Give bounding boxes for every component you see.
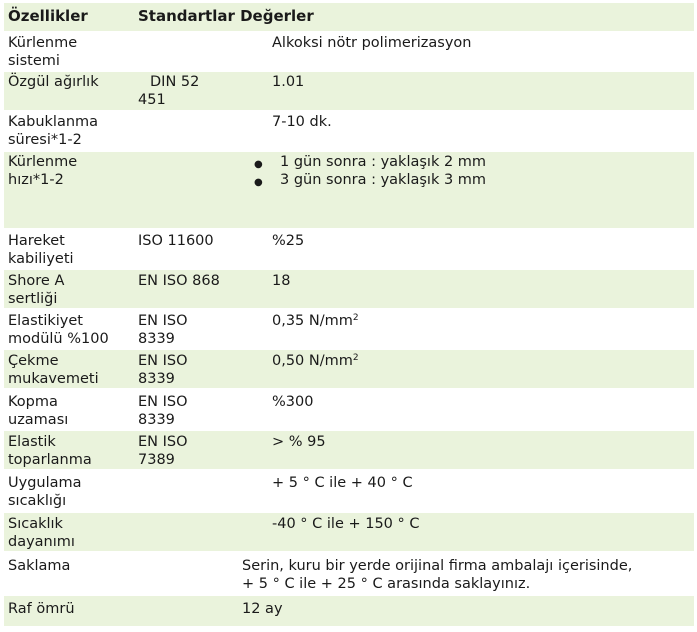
property-standard: EN ISO 868 — [138, 273, 220, 289]
table-row — [4, 112, 694, 150]
property-name: Shore A sertliği — [8, 273, 65, 307]
list-item: ● 1 gün sonra : yaklaşık 2 mm — [254, 153, 486, 171]
table-row — [4, 230, 694, 268]
table-row — [4, 555, 694, 593]
property-name: Sıcaklık dayanımı — [8, 516, 75, 550]
property-value: -40 ° C ile + 150 ° C — [272, 516, 420, 532]
property-standard: ISO 11600 — [138, 233, 214, 249]
table-header — [4, 3, 694, 31]
cure-rate-list — [254, 153, 486, 189]
header-standards-values: Standartlar Değerler — [138, 7, 314, 25]
property-name: Hareket kabiliyeti — [8, 233, 74, 267]
property-standard: EN ISO 8339 — [138, 394, 188, 428]
property-name: Saklama — [8, 558, 71, 574]
property-value: Alkoksi nötr polimerizasyon — [272, 35, 472, 51]
table-row — [4, 391, 694, 429]
property-value: + 5 ° C ile + 40 ° C — [272, 475, 413, 491]
property-value: 7-10 dk. — [272, 114, 332, 130]
table-row — [4, 431, 694, 469]
property-value: 18 — [272, 273, 291, 289]
property-name: Raf ömrü — [8, 601, 75, 617]
table-row — [4, 72, 694, 110]
property-value: 0,35 $N/mm^2$ — [272, 313, 359, 329]
table-row — [4, 270, 694, 308]
list-item: ● 3 gün sonra : yaklaşık 3 mm — [254, 171, 486, 189]
property-name: Çekme mukavemeti — [8, 353, 99, 387]
table-row — [4, 472, 694, 510]
property-name: Özgül ağırlık — [8, 74, 99, 90]
table-row — [4, 152, 694, 228]
property-value: Serin, kuru bir yerde orijinal firma ambalajı içerisinde, + 5 ° C ile + 25 ° C arasında saklayınız. — [242, 558, 633, 592]
property-standard: DIN 52 451 — [138, 74, 200, 108]
property-name: Kürlenme sistemi — [8, 35, 78, 69]
property-name: Kabuklanma süresi*1-2 — [8, 114, 99, 148]
property-standard: EN ISO 8339 — [138, 313, 188, 347]
property-name: Kopma uzaması — [8, 394, 69, 428]
table-row — [4, 33, 694, 71]
property-name: Uygulama sıcaklığı — [8, 475, 82, 509]
property-name: Elastikiyet modülü %100 — [8, 313, 109, 347]
bullet-icon: ● — [254, 159, 263, 170]
property-value: %25 — [272, 233, 305, 249]
property-value: 12 ay — [242, 601, 283, 617]
bullet-icon: ● — [254, 177, 263, 188]
table-row — [4, 513, 694, 551]
property-value: 1.01 — [272, 74, 305, 90]
property-value: %300 — [272, 394, 314, 410]
table-row — [4, 596, 694, 626]
property-value: 0,50 $N/mm^2$ — [272, 353, 359, 369]
property-standard: EN ISO 8339 — [138, 353, 188, 387]
header-properties: Özellikler — [8, 7, 88, 25]
table-row — [4, 310, 694, 348]
property-name: Elastik toparlanma — [8, 434, 92, 468]
property-standard: EN ISO 7389 — [138, 434, 188, 468]
property-value: > % 95 — [272, 434, 326, 450]
table-row — [4, 350, 694, 388]
property-name: Kürlenme hızı*1-2 — [8, 154, 78, 188]
